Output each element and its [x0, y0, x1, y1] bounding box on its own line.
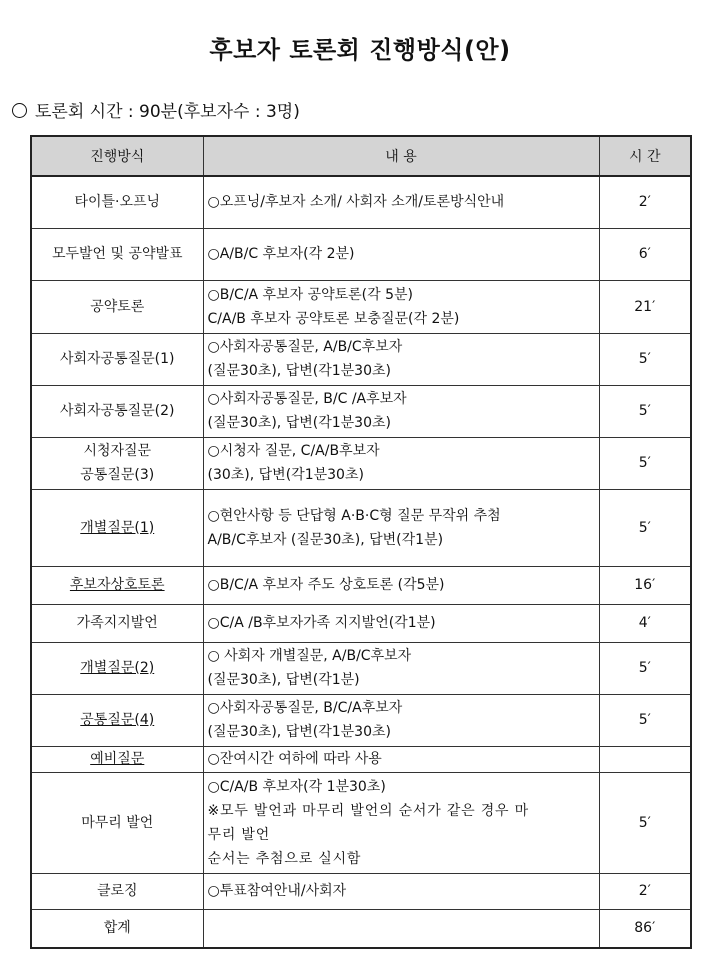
time-cell: 5′ [599, 333, 691, 385]
header-time: 시 간 [599, 136, 691, 176]
content-line: (질문30초), 답변(각1분30초) [207, 724, 391, 740]
content-cell [203, 746, 599, 772]
time-cell: 5′ [599, 385, 691, 437]
method-text: 공통질문(4) [80, 712, 155, 728]
method-cell [31, 176, 203, 228]
table-row [31, 437, 691, 489]
content-line: ○투표참여안내/사회자 [207, 883, 347, 899]
method-text: 마무리 발언 [81, 814, 154, 831]
content-cell [203, 642, 599, 694]
table-row [31, 604, 691, 642]
method-text: 합계 [103, 920, 131, 937]
table-row [31, 909, 691, 948]
time-cell: 5′ [599, 642, 691, 694]
method-cell [31, 385, 203, 437]
method-text: 개별질문(2) [80, 660, 155, 676]
content-cell [203, 566, 599, 604]
time-cell: 5′ [599, 772, 691, 873]
method-text: 개별질문(1) [80, 519, 155, 536]
method-cell [31, 604, 203, 642]
method-cell [31, 772, 203, 873]
method-cell [31, 437, 203, 489]
content-line: ○사회자공통질문, B/C /A후보자 [207, 391, 407, 407]
time-cell: 16′ [599, 566, 691, 604]
content-line: ○현안사항 등 단답형 A·B·C형 질문 무작위 추첨 [207, 507, 501, 524]
content-line: ○오프닝/후보자 소개/ 사회자 소개/토론방식안내 [207, 194, 505, 211]
table-row [31, 333, 691, 385]
method-cell [31, 746, 203, 772]
content-line: ○시청자 질문, C/A/B후보자 [207, 443, 380, 459]
method-cell [31, 566, 203, 604]
table-header-row [31, 136, 691, 176]
method-text: 공약토론 [90, 298, 145, 315]
meeting-duration-line [12, 97, 300, 122]
content-line: (질문30초), 답변(각1분30초) [207, 363, 391, 379]
schedule-table [30, 135, 692, 949]
content-line: ○C/A/B 후보자(각 1분30초) [207, 778, 386, 795]
content-line: ○사회자공통질문, B/C/A후보자 [207, 700, 403, 716]
table-row [31, 280, 691, 333]
table-row [31, 385, 691, 437]
method-text: 사회자공통질문(1) [60, 351, 175, 367]
content-line: (질문30초), 답변(각1분30초) [207, 415, 391, 431]
table-row [31, 694, 691, 746]
table-row [31, 642, 691, 694]
table-row [31, 489, 691, 566]
content-line: ○B/C/A 후보자 공약토론(각 5분) [207, 286, 414, 303]
method-text: 타이틀·오프닝 [74, 194, 161, 211]
content-cell [203, 489, 599, 566]
content-cell [203, 385, 599, 437]
method-cell [31, 228, 203, 280]
content-line: ○C/A /B후보자가족 지지발언(각1분) [207, 615, 436, 631]
method-cell [31, 694, 203, 746]
time-cell: 86′ [599, 909, 691, 948]
method-cell [31, 280, 203, 333]
method-cell [31, 333, 203, 385]
content-cell [203, 333, 599, 385]
time-cell: 5′ [599, 694, 691, 746]
method-cell [31, 873, 203, 909]
content-line: A/B/C후보자 (질문30초), 답변(각1분) [207, 531, 444, 548]
header-method: 진행방식 [31, 136, 203, 176]
content-line: C/A/B 후보자 공약토론 보충질문(각 2분) [207, 310, 460, 327]
content-cell [203, 694, 599, 746]
content-cell [203, 909, 599, 948]
method-text: 가족지지발언 [76, 615, 158, 631]
header-content: 내 용 [203, 136, 599, 176]
method-text: 예비질문 [90, 751, 145, 767]
content-line: ※모두 발언과 마무리 발언의 순서가 같은 경우 마 [207, 802, 529, 819]
content-line: 무리 발언 [207, 826, 271, 843]
content-cell [203, 176, 599, 228]
method-text: 후보자상호토론 [69, 577, 165, 593]
table-row [31, 566, 691, 604]
time-cell: 2′ [599, 873, 691, 909]
method-cell [31, 642, 203, 694]
method-text: 모두발언 및 공약발표 [51, 246, 183, 262]
circle-bullet-icon [12, 103, 27, 118]
document-title: 후보자 토론회 진행방식(안) [209, 36, 511, 64]
method-cell [31, 489, 203, 566]
content-cell [203, 228, 599, 280]
method-text: 사회자공통질문(2) [60, 403, 175, 419]
method-text: 공통질문(3) [80, 467, 155, 483]
content-cell [203, 280, 599, 333]
content-line: (질문30초), 답변(각1분) [207, 672, 360, 688]
table-row [31, 873, 691, 909]
content-cell [203, 772, 599, 873]
content-line: (30초), 답변(각1분30초) [207, 467, 364, 483]
table-row [31, 746, 691, 772]
content-line: 순서는 추첨으로 실시함 [207, 850, 362, 867]
method-text: 시청자질문 [83, 443, 152, 459]
time-cell [599, 746, 691, 772]
content-cell [203, 873, 599, 909]
table-row [31, 176, 691, 228]
time-cell: 4′ [599, 604, 691, 642]
content-line: ○A/B/C 후보자(각 2분) [207, 246, 355, 262]
time-cell: 2′ [599, 176, 691, 228]
table-row [31, 772, 691, 873]
method-text: 클로징 [96, 883, 138, 899]
time-cell: 6′ [599, 228, 691, 280]
content-line: ○사회자공통질문, A/B/C후보자 [207, 339, 403, 355]
method-cell [31, 909, 203, 948]
content-cell [203, 437, 599, 489]
time-cell: 21′ [599, 280, 691, 333]
table-row [31, 228, 691, 280]
time-cell: 5′ [599, 489, 691, 566]
meeting-duration-text: 토론회 시간 : 90분(후보자수 : 3명) [35, 102, 300, 122]
time-cell: 5′ [599, 437, 691, 489]
content-line: ○B/C/A 후보자 주도 상호토론 (각5분) [207, 577, 445, 593]
content-line: ○ 사회자 개별질문, A/B/C후보자 [207, 648, 412, 664]
content-cell [203, 604, 599, 642]
content-line: ○잔여시간 여하에 따라 사용 [207, 751, 382, 767]
